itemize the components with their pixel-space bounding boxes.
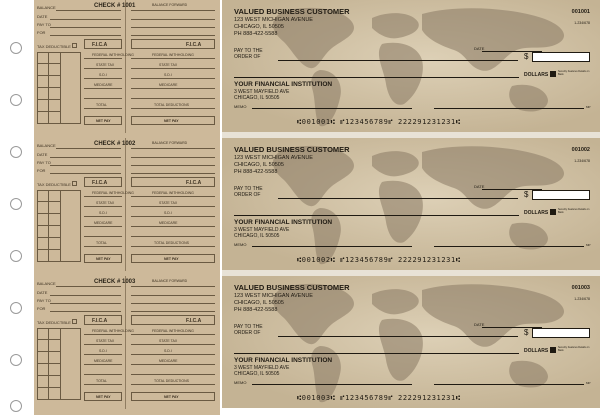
stub-balance-label: BALANCE bbox=[37, 5, 56, 10]
stub-line bbox=[50, 35, 121, 36]
stub-fica-box bbox=[131, 39, 215, 49]
pay-to-label bbox=[234, 324, 263, 336]
stub-total-label: TOTAL bbox=[96, 379, 107, 383]
customer-name: VALUED BUSINESS CUSTOMER bbox=[234, 283, 350, 292]
stub-federal-label-right: FEDERAL WITHHOLDING bbox=[152, 191, 194, 195]
stub-tax-checkbox[interactable] bbox=[72, 43, 77, 48]
date-label: DATE bbox=[474, 322, 485, 327]
stub-line bbox=[84, 216, 122, 217]
date-label: DATE bbox=[474, 46, 485, 51]
stub-tax-deductible-label: TAX DEDUCTIBLE bbox=[37, 44, 71, 49]
check-stub bbox=[34, 138, 220, 271]
stub-tax-checkbox[interactable] bbox=[72, 319, 77, 324]
stub-line bbox=[131, 246, 215, 247]
pay-to-label bbox=[234, 186, 263, 198]
business-check bbox=[222, 138, 600, 270]
stub-line bbox=[50, 157, 121, 158]
stub-line bbox=[84, 98, 122, 99]
stub-fica-label-right: F.I.C.A bbox=[186, 180, 202, 186]
amount-words-line[interactable] bbox=[234, 353, 519, 354]
customer-address-line2: CHICAGO, IL 50505 bbox=[234, 300, 284, 306]
memo-line[interactable] bbox=[252, 384, 412, 385]
stub-total-deductions-label: TOTAL DEDUCTIONS bbox=[154, 241, 189, 245]
stub-total-deductions-label: TOTAL DEDUCTIONS bbox=[154, 379, 189, 383]
stub-net-pay-label-right: NET PAY bbox=[164, 257, 179, 261]
bank-name: YOUR FINANCIAL INSTITUTION bbox=[234, 81, 333, 88]
binder-hole bbox=[10, 146, 22, 158]
date-label: DATE bbox=[474, 184, 485, 189]
stub-line bbox=[56, 286, 121, 287]
memo-label: MEMO bbox=[234, 242, 247, 247]
stub-line bbox=[84, 354, 122, 355]
stub-line bbox=[131, 157, 215, 158]
stub-net-pay-label-right: NET PAY bbox=[164, 395, 179, 399]
dollars-label: DOLLARS bbox=[524, 210, 549, 216]
stub-federal-label-right: FEDERAL WITHHOLDING bbox=[152, 53, 194, 57]
stub-line bbox=[50, 19, 121, 20]
stub-check-number: CHECK # 1001 bbox=[94, 3, 136, 9]
stub-medicare-label: MEDICARE bbox=[94, 221, 113, 225]
stub-line bbox=[50, 295, 121, 296]
business-check bbox=[222, 276, 600, 408]
stub-line bbox=[131, 303, 215, 304]
bank-address-line2: CHICAGO, IL 50505 bbox=[234, 95, 280, 101]
stub-line bbox=[56, 148, 121, 149]
stub-line bbox=[131, 27, 215, 28]
customer-phone: PH 888-422-5588 bbox=[234, 169, 278, 175]
customer-address-line1: 123 WEST MICHIGAN AVENUE bbox=[234, 17, 313, 23]
customer-address-line2: CHICAGO, IL 50505 bbox=[234, 162, 284, 168]
stub-state-tax-label-right: STATE TAX bbox=[159, 63, 178, 67]
stub-line bbox=[84, 58, 122, 59]
stub-line bbox=[131, 78, 215, 79]
stub-net-pay-box bbox=[84, 392, 122, 401]
check-number: 001001 bbox=[571, 9, 590, 15]
stub-fica-label: F.I.C.A bbox=[92, 180, 108, 186]
stub-line bbox=[131, 19, 215, 20]
stub-total-label: TOTAL bbox=[96, 103, 107, 107]
stub-net-pay-label: NET PAY bbox=[96, 257, 111, 261]
bank-name: YOUR FINANCIAL INSTITUTION bbox=[234, 357, 333, 364]
amount-box[interactable] bbox=[532, 328, 590, 338]
check-stub bbox=[34, 0, 220, 133]
dollar-sign: $ bbox=[524, 328, 529, 337]
amount-box[interactable] bbox=[532, 190, 590, 200]
stub-tax-deductible-label: TAX DEDUCTIBLE bbox=[37, 320, 71, 325]
stub-line bbox=[131, 173, 215, 174]
stub-line bbox=[131, 334, 215, 335]
bank-address-line2: CHICAGO, IL 50505 bbox=[234, 371, 280, 377]
stub-date-label: DATE bbox=[37, 14, 48, 19]
stub-line bbox=[131, 311, 215, 312]
stub-line bbox=[131, 226, 215, 227]
memo-line[interactable] bbox=[252, 246, 412, 247]
stub-medicare-label-right: MEDICARE bbox=[159, 359, 178, 363]
bank-address-line1: 3 WEST MAYFIELD AVE bbox=[234, 227, 290, 233]
stub-line bbox=[84, 374, 122, 375]
mp-label: MP bbox=[586, 105, 591, 109]
stub-line bbox=[84, 226, 122, 227]
security-features-text: Security Features Details on Back. bbox=[558, 70, 590, 76]
stub-line bbox=[131, 196, 215, 197]
stub-balance-forward-label: BALANCE FORWARD bbox=[152, 141, 188, 145]
dollars-label: DOLLARS bbox=[524, 348, 549, 354]
routing-fraction: 1-234/678 bbox=[574, 21, 590, 25]
binder-hole bbox=[10, 42, 22, 54]
padlock-icon bbox=[550, 71, 556, 77]
pay-to-the-text: PAY TO THE bbox=[234, 48, 263, 54]
stub-line bbox=[131, 108, 215, 109]
stub-line bbox=[131, 216, 215, 217]
stub-fica-label-right: F.I.C.A bbox=[186, 318, 202, 324]
stub-line bbox=[131, 68, 215, 69]
stub-pay-to-label: PAY TO bbox=[37, 160, 51, 165]
stub-line bbox=[131, 286, 215, 287]
stub-federal-label: FEDERAL WITHHOLDING bbox=[92, 53, 134, 57]
stub-fica-box bbox=[131, 315, 215, 325]
stub-medicare-label: MEDICARE bbox=[94, 359, 113, 363]
pay-to-label bbox=[234, 48, 263, 60]
security-features-text: Security Features Details on Back. bbox=[558, 208, 590, 214]
stub-line bbox=[50, 303, 121, 304]
stub-tax-checkbox[interactable] bbox=[72, 181, 77, 186]
binder-hole bbox=[10, 354, 22, 366]
padlock-icon bbox=[550, 347, 556, 353]
stub-for-label: FOR bbox=[37, 30, 46, 35]
bank-address-line2: CHICAGO, IL 50505 bbox=[234, 233, 280, 239]
stub-balance-label: BALANCE bbox=[37, 281, 56, 286]
stub-federal-label-right: FEDERAL WITHHOLDING bbox=[152, 329, 194, 333]
stub-net-pay-label: NET PAY bbox=[96, 395, 111, 399]
micr-line: ⑆001003⑆ ⑈123456789⑈ 222291231231⑆ bbox=[297, 394, 461, 402]
stub-sdi-label-right: S.D.I bbox=[164, 73, 172, 77]
check-number: 001002 bbox=[571, 147, 590, 153]
customer-phone: PH 888-422-5588 bbox=[234, 307, 278, 313]
stub-line bbox=[131, 148, 215, 149]
stub-line bbox=[84, 364, 122, 365]
stub-line bbox=[84, 78, 122, 79]
customer-address-line1: 123 WEST MICHIGAN AVENUE bbox=[234, 293, 313, 299]
perforation-separator bbox=[222, 270, 600, 276]
customer-name: VALUED BUSINESS CUSTOMER bbox=[234, 145, 350, 154]
stub-federal-label: FEDERAL WITHHOLDING bbox=[92, 191, 134, 195]
stub-line bbox=[131, 98, 215, 99]
stub-line bbox=[84, 206, 122, 207]
stub-net-pay-label: NET PAY bbox=[96, 119, 111, 123]
stub-line bbox=[131, 88, 215, 89]
stub-state-tax-label-right: STATE TAX bbox=[159, 339, 178, 343]
bank-name: YOUR FINANCIAL INSTITUTION bbox=[234, 219, 333, 226]
stub-net-pay-label-right: NET PAY bbox=[164, 119, 179, 123]
stub-line bbox=[131, 384, 215, 385]
stub-for-label: FOR bbox=[37, 306, 46, 311]
stub-balance-forward-label: BALANCE FORWARD bbox=[152, 3, 188, 7]
payee-line[interactable] bbox=[278, 336, 518, 337]
stub-line bbox=[84, 344, 122, 345]
stub-line bbox=[84, 246, 122, 247]
binder-hole bbox=[10, 94, 22, 106]
stub-sdi-label: S.D.I bbox=[99, 349, 107, 353]
order-of-text: ORDER OF bbox=[234, 330, 261, 336]
stub-line bbox=[84, 88, 122, 89]
stub-federal-label: FEDERAL WITHHOLDING bbox=[92, 329, 134, 333]
amount-words-line[interactable] bbox=[234, 77, 519, 78]
routing-fraction: 1-234/678 bbox=[574, 297, 590, 301]
pay-to-the-text: PAY TO THE bbox=[234, 324, 263, 330]
payee-line[interactable] bbox=[278, 198, 518, 199]
bank-address-line1: 3 WEST MAYFIELD AVE bbox=[234, 89, 290, 95]
stub-sdi-label-right: S.D.I bbox=[164, 211, 172, 215]
stub-pay-to-label: PAY TO bbox=[37, 298, 51, 303]
stub-medicare-label: MEDICARE bbox=[94, 83, 113, 87]
micr-line: ⑆001002⑆ ⑈123456789⑈ 222291231231⑆ bbox=[297, 256, 461, 264]
stub-line bbox=[131, 58, 215, 59]
customer-name: VALUED BUSINESS CUSTOMER bbox=[234, 7, 350, 16]
dollar-sign: $ bbox=[524, 52, 529, 61]
bank-address-line1: 3 WEST MAYFIELD AVE bbox=[234, 365, 290, 371]
stub-line bbox=[50, 27, 121, 28]
amount-words-line[interactable] bbox=[234, 215, 519, 216]
stub-state-tax-label: STATE TAX bbox=[96, 339, 115, 343]
stub-sdi-label: S.D.I bbox=[99, 211, 107, 215]
memo-line[interactable] bbox=[252, 108, 412, 109]
check-number: 001003 bbox=[571, 285, 590, 291]
stub-line bbox=[56, 10, 121, 11]
stub-total-deductions-label: TOTAL DEDUCTIONS bbox=[154, 103, 189, 107]
stub-line bbox=[131, 354, 215, 355]
pay-to-the-text: PAY TO THE bbox=[234, 186, 263, 192]
stub-line bbox=[131, 10, 215, 11]
security-features-text: Security Features Details on Back. bbox=[558, 346, 590, 352]
stub-line bbox=[131, 364, 215, 365]
stub-fica-label: F.I.C.A bbox=[92, 318, 108, 324]
signature-line[interactable] bbox=[434, 384, 584, 385]
stub-net-pay-box-right bbox=[131, 116, 215, 125]
stub-line bbox=[84, 68, 122, 69]
customer-phone: PH 888-422-5588 bbox=[234, 31, 278, 37]
memo-label: MEMO bbox=[234, 380, 247, 385]
customer-address-line1: 123 WEST MICHIGAN AVENUE bbox=[234, 155, 313, 161]
binder-hole bbox=[10, 250, 22, 262]
stub-state-tax-label: STATE TAX bbox=[96, 201, 115, 205]
stub-line bbox=[131, 344, 215, 345]
stub-sdi-label-right: S.D.I bbox=[164, 349, 172, 353]
stub-line bbox=[50, 165, 121, 166]
stub-net-pay-box-right bbox=[131, 392, 215, 401]
padlock-icon bbox=[550, 209, 556, 215]
stub-date-label: DATE bbox=[37, 290, 48, 295]
stub-fica-label: F.I.C.A bbox=[92, 42, 108, 48]
binder-hole bbox=[10, 198, 22, 210]
stub-medicare-label-right: MEDICARE bbox=[159, 221, 178, 225]
order-of-text: ORDER OF bbox=[234, 54, 261, 60]
stub-check-number: CHECK # 1003 bbox=[94, 279, 136, 285]
stub-line bbox=[131, 236, 215, 237]
stub-tax-deductible-label: TAX DEDUCTIBLE bbox=[37, 182, 71, 187]
stub-fica-box bbox=[131, 177, 215, 187]
micr-line: ⑆001001⑆ ⑈123456789⑈ 222291231231⑆ bbox=[297, 118, 461, 126]
perforation-separator bbox=[222, 132, 600, 138]
binder-hole bbox=[10, 302, 22, 314]
stub-state-tax-label: STATE TAX bbox=[96, 63, 115, 67]
stub-line bbox=[131, 206, 215, 207]
signature-line[interactable] bbox=[434, 108, 584, 109]
stub-date-label: DATE bbox=[37, 152, 48, 157]
stub-medicare-label-right: MEDICARE bbox=[159, 83, 178, 87]
stub-line bbox=[84, 384, 122, 385]
stub-total-label: TOTAL bbox=[96, 241, 107, 245]
signature-line[interactable] bbox=[434, 246, 584, 247]
stub-line bbox=[84, 108, 122, 109]
stub-state-tax-label-right: STATE TAX bbox=[159, 201, 178, 205]
stub-line bbox=[131, 35, 215, 36]
routing-fraction: 1-234/678 bbox=[574, 159, 590, 163]
stub-line bbox=[131, 165, 215, 166]
stub-pay-to-label: PAY TO bbox=[37, 22, 51, 27]
stub-line bbox=[50, 311, 121, 312]
memo-label: MEMO bbox=[234, 104, 247, 109]
payee-line[interactable] bbox=[278, 60, 518, 61]
stub-fica-label-right: F.I.C.A bbox=[186, 42, 202, 48]
order-of-text: ORDER OF bbox=[234, 192, 261, 198]
stub-line bbox=[131, 295, 215, 296]
stub-line bbox=[84, 236, 122, 237]
stub-balance-label: BALANCE bbox=[37, 143, 56, 148]
business-check bbox=[222, 0, 600, 132]
dollars-label: DOLLARS bbox=[524, 72, 549, 78]
dollar-sign: $ bbox=[524, 190, 529, 199]
stub-line bbox=[84, 196, 122, 197]
stub-balance-forward-label: BALANCE FORWARD bbox=[152, 279, 188, 283]
stub-line bbox=[84, 334, 122, 335]
stub-for-label: FOR bbox=[37, 168, 46, 173]
stub-net-pay-box bbox=[84, 254, 122, 263]
binder-hole bbox=[10, 400, 22, 412]
stub-net-pay-box-right bbox=[131, 254, 215, 263]
binder-strip bbox=[0, 0, 34, 415]
check-stub bbox=[34, 276, 220, 409]
mp-label: MP bbox=[586, 243, 591, 247]
stub-net-pay-box bbox=[84, 116, 122, 125]
stub-line bbox=[50, 173, 121, 174]
stub-sdi-label: S.D.I bbox=[99, 73, 107, 77]
mp-label: MP bbox=[586, 381, 591, 385]
stub-line bbox=[131, 374, 215, 375]
amount-box[interactable] bbox=[532, 52, 590, 62]
stub-check-number: CHECK # 1002 bbox=[94, 141, 136, 147]
customer-address-line2: CHICAGO, IL 50505 bbox=[234, 24, 284, 30]
